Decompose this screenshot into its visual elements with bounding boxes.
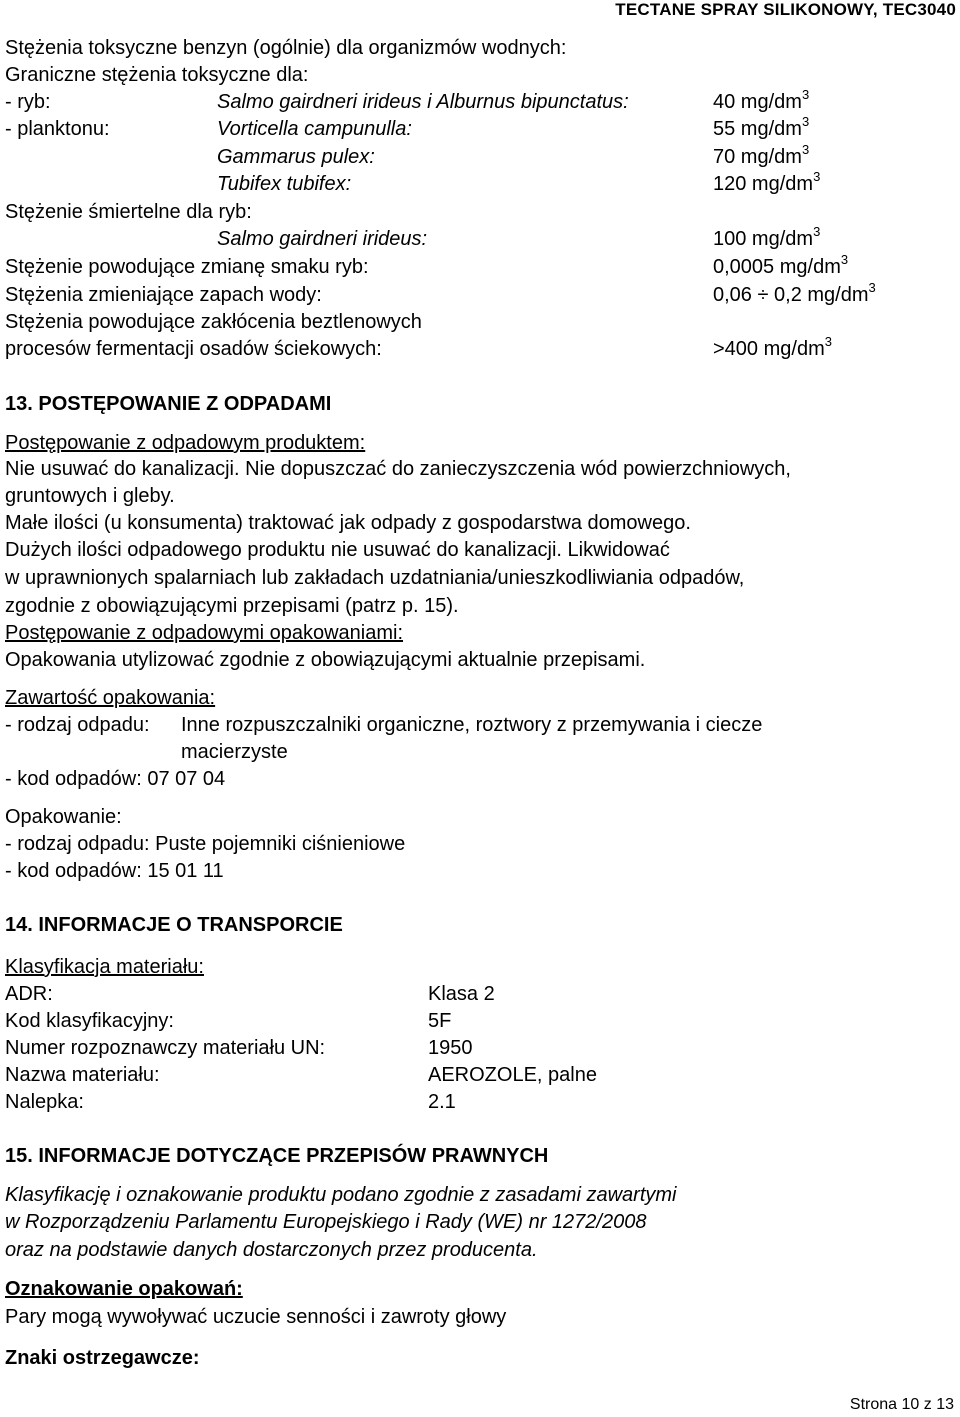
- packaging-heading: Opakowanie:: [5, 806, 122, 828]
- transport-row-value: 1950: [428, 1037, 473, 1059]
- package-contents-type-value-1: Inne rozpuszczalniki organiczne, roztwory z przemywania i ciecze: [181, 714, 763, 736]
- waste-product-heading: Postępowanie z odpadowym produktem:: [5, 432, 366, 454]
- regulations-text-1: Klasyfikację i oznakowanie produktu podano zgodnie z zasadami zawartymi: [5, 1184, 677, 1206]
- transport-row-label: Kod klasyfikacyjny:: [5, 1010, 174, 1032]
- package-contents-type-value-2: macierzyste: [181, 741, 288, 763]
- transport-row-label: Numer rozpoznawczy materiału UN:: [5, 1037, 326, 1059]
- plankton-label: - planktonu:: [5, 118, 110, 140]
- toxicity-title: Stężenia toksyczne benzyn (ogólnie) dla organizmów wodnych:: [5, 37, 567, 59]
- package-contents-code: - kod odpadów: 07 07 04: [5, 768, 226, 790]
- transport-row-label: Nazwa materiału:: [5, 1064, 160, 1086]
- section-15-heading: 15. INFORMACJE DOTYCZĄCE PRZEPISÓW PRAWNYCH: [5, 1145, 549, 1167]
- waste-packaging-text: Opakowania utylizować zgodnie z obowiązującymi aktualnie przepisami.: [5, 649, 646, 671]
- odor-label: Stężenia zmieniające zapach wody:: [5, 284, 322, 306]
- package-contents-heading: Zawartość opakowania:: [5, 687, 216, 709]
- toxicity-limits-title: Graniczne stężenia toksyczne dla:: [5, 64, 309, 86]
- plankton-3-value: 120 $mg/dm^3$: [713, 169, 821, 195]
- fish-species: Salmo gairdneri irideus i Alburnus bipunctatus:: [217, 91, 629, 113]
- anaerobic-label-1: Stężenia powodujące zakłócenia beztlenowych: [5, 311, 422, 333]
- taste-value: 0,0005 $mg/dm^3$: [713, 252, 849, 278]
- waste-product-text-6: zgodnie z obowiązującymi przepisami (patrz p. 15).: [5, 595, 459, 617]
- taste-label: Stężenie powodujące zmianę smaku ryb:: [5, 256, 369, 278]
- fish-label: - ryb:: [5, 91, 51, 113]
- lethal-species: Salmo gairdneri irideus:: [217, 228, 428, 250]
- packaging-code: - kod odpadów: 15 01 11: [5, 860, 224, 882]
- waste-packaging-heading: Postępowanie z odpadowymi opakowaniami:: [5, 622, 404, 644]
- transport-row-value: AEROZOLE, palne: [428, 1064, 597, 1086]
- section-14-heading: 14. INFORMACJE O TRANSPORCIE: [5, 914, 343, 936]
- waste-product-text-4: Dużych ilości odpadowego produktu nie usuwać do kanalizacji. Likwidować: [5, 539, 670, 561]
- anaerobic-label-2: procesów fermentacji osadów ściekowych:: [5, 338, 382, 360]
- transport-row-label: Nalepka:: [5, 1091, 84, 1113]
- odor-value: 0,06 ÷ 0,2 $mg/dm^3$: [713, 280, 876, 306]
- material-classification-heading: Klasyfikacja materiału:: [5, 956, 204, 978]
- waste-product-text-5: w uprawnionych spalarniach lub zakładach uzdatniania/unieszkodliwiania odpadów,: [5, 567, 745, 589]
- package-labeling-text: Pary mogą wywoływać uczucie senności i zawroty głowy: [5, 1306, 507, 1328]
- waste-product-text-2: gruntowych i gleby.: [5, 485, 175, 507]
- package-contents-type-label: - rodzaj odpadu:: [5, 714, 150, 736]
- transport-row-label: ADR:: [5, 983, 53, 1005]
- package-labeling-heading: Oznakowanie opakowań:: [5, 1278, 243, 1300]
- waste-product-text-1: Nie usuwać do kanalizacji. Nie dopuszczać do zanieczyszczenia wód powierzchniowych,: [5, 458, 791, 480]
- plankton-3-species: Tubifex tubifex:: [217, 173, 352, 195]
- transport-row-value: Klasa 2: [428, 983, 495, 1005]
- fish-value: 40 $mg/dm^3$: [713, 87, 810, 113]
- document-header-title: TECTANE SPRAY SILIKONOWY, TEC3040: [615, 0, 956, 19]
- anaerobic-value: >400 $mg/dm^3$: [713, 334, 832, 360]
- regulations-text-2: w Rozporządzeniu Parlamentu Europejskiego i Rady (WE) nr 1272/2008: [5, 1211, 647, 1233]
- plankton-1-species: Vorticella campunulla:: [217, 118, 412, 140]
- waste-product-text-3: Małe ilości (u konsumenta) traktować jak odpady z gospodarstwa domowego.: [5, 512, 691, 534]
- page-number: Strona 10 z 13: [849, 1396, 954, 1413]
- transport-row-value: 2.1: [428, 1091, 456, 1113]
- warning-signs-heading: Znaki ostrzegawcze:: [5, 1347, 200, 1369]
- transport-row-value: 5F: [428, 1010, 452, 1032]
- regulations-text-3: oraz na podstawie danych dostarczonych przez producenta.: [5, 1239, 538, 1261]
- plankton-1-value: 55 $mg/dm^3$: [713, 114, 810, 140]
- lethal-value: 100 $mg/dm^3$: [713, 224, 821, 250]
- plankton-2-species: Gammarus pulex:: [217, 146, 375, 168]
- lethal-title: Stężenie śmiertelne dla ryb:: [5, 201, 252, 223]
- section-13-heading: 13. POSTĘPOWANIE Z ODPADAMI: [5, 393, 332, 415]
- packaging-type: - rodzaj odpadu: Puste pojemniki ciśnieniowe: [5, 833, 406, 855]
- plankton-2-value: 70 $mg/dm^3$: [713, 142, 810, 168]
